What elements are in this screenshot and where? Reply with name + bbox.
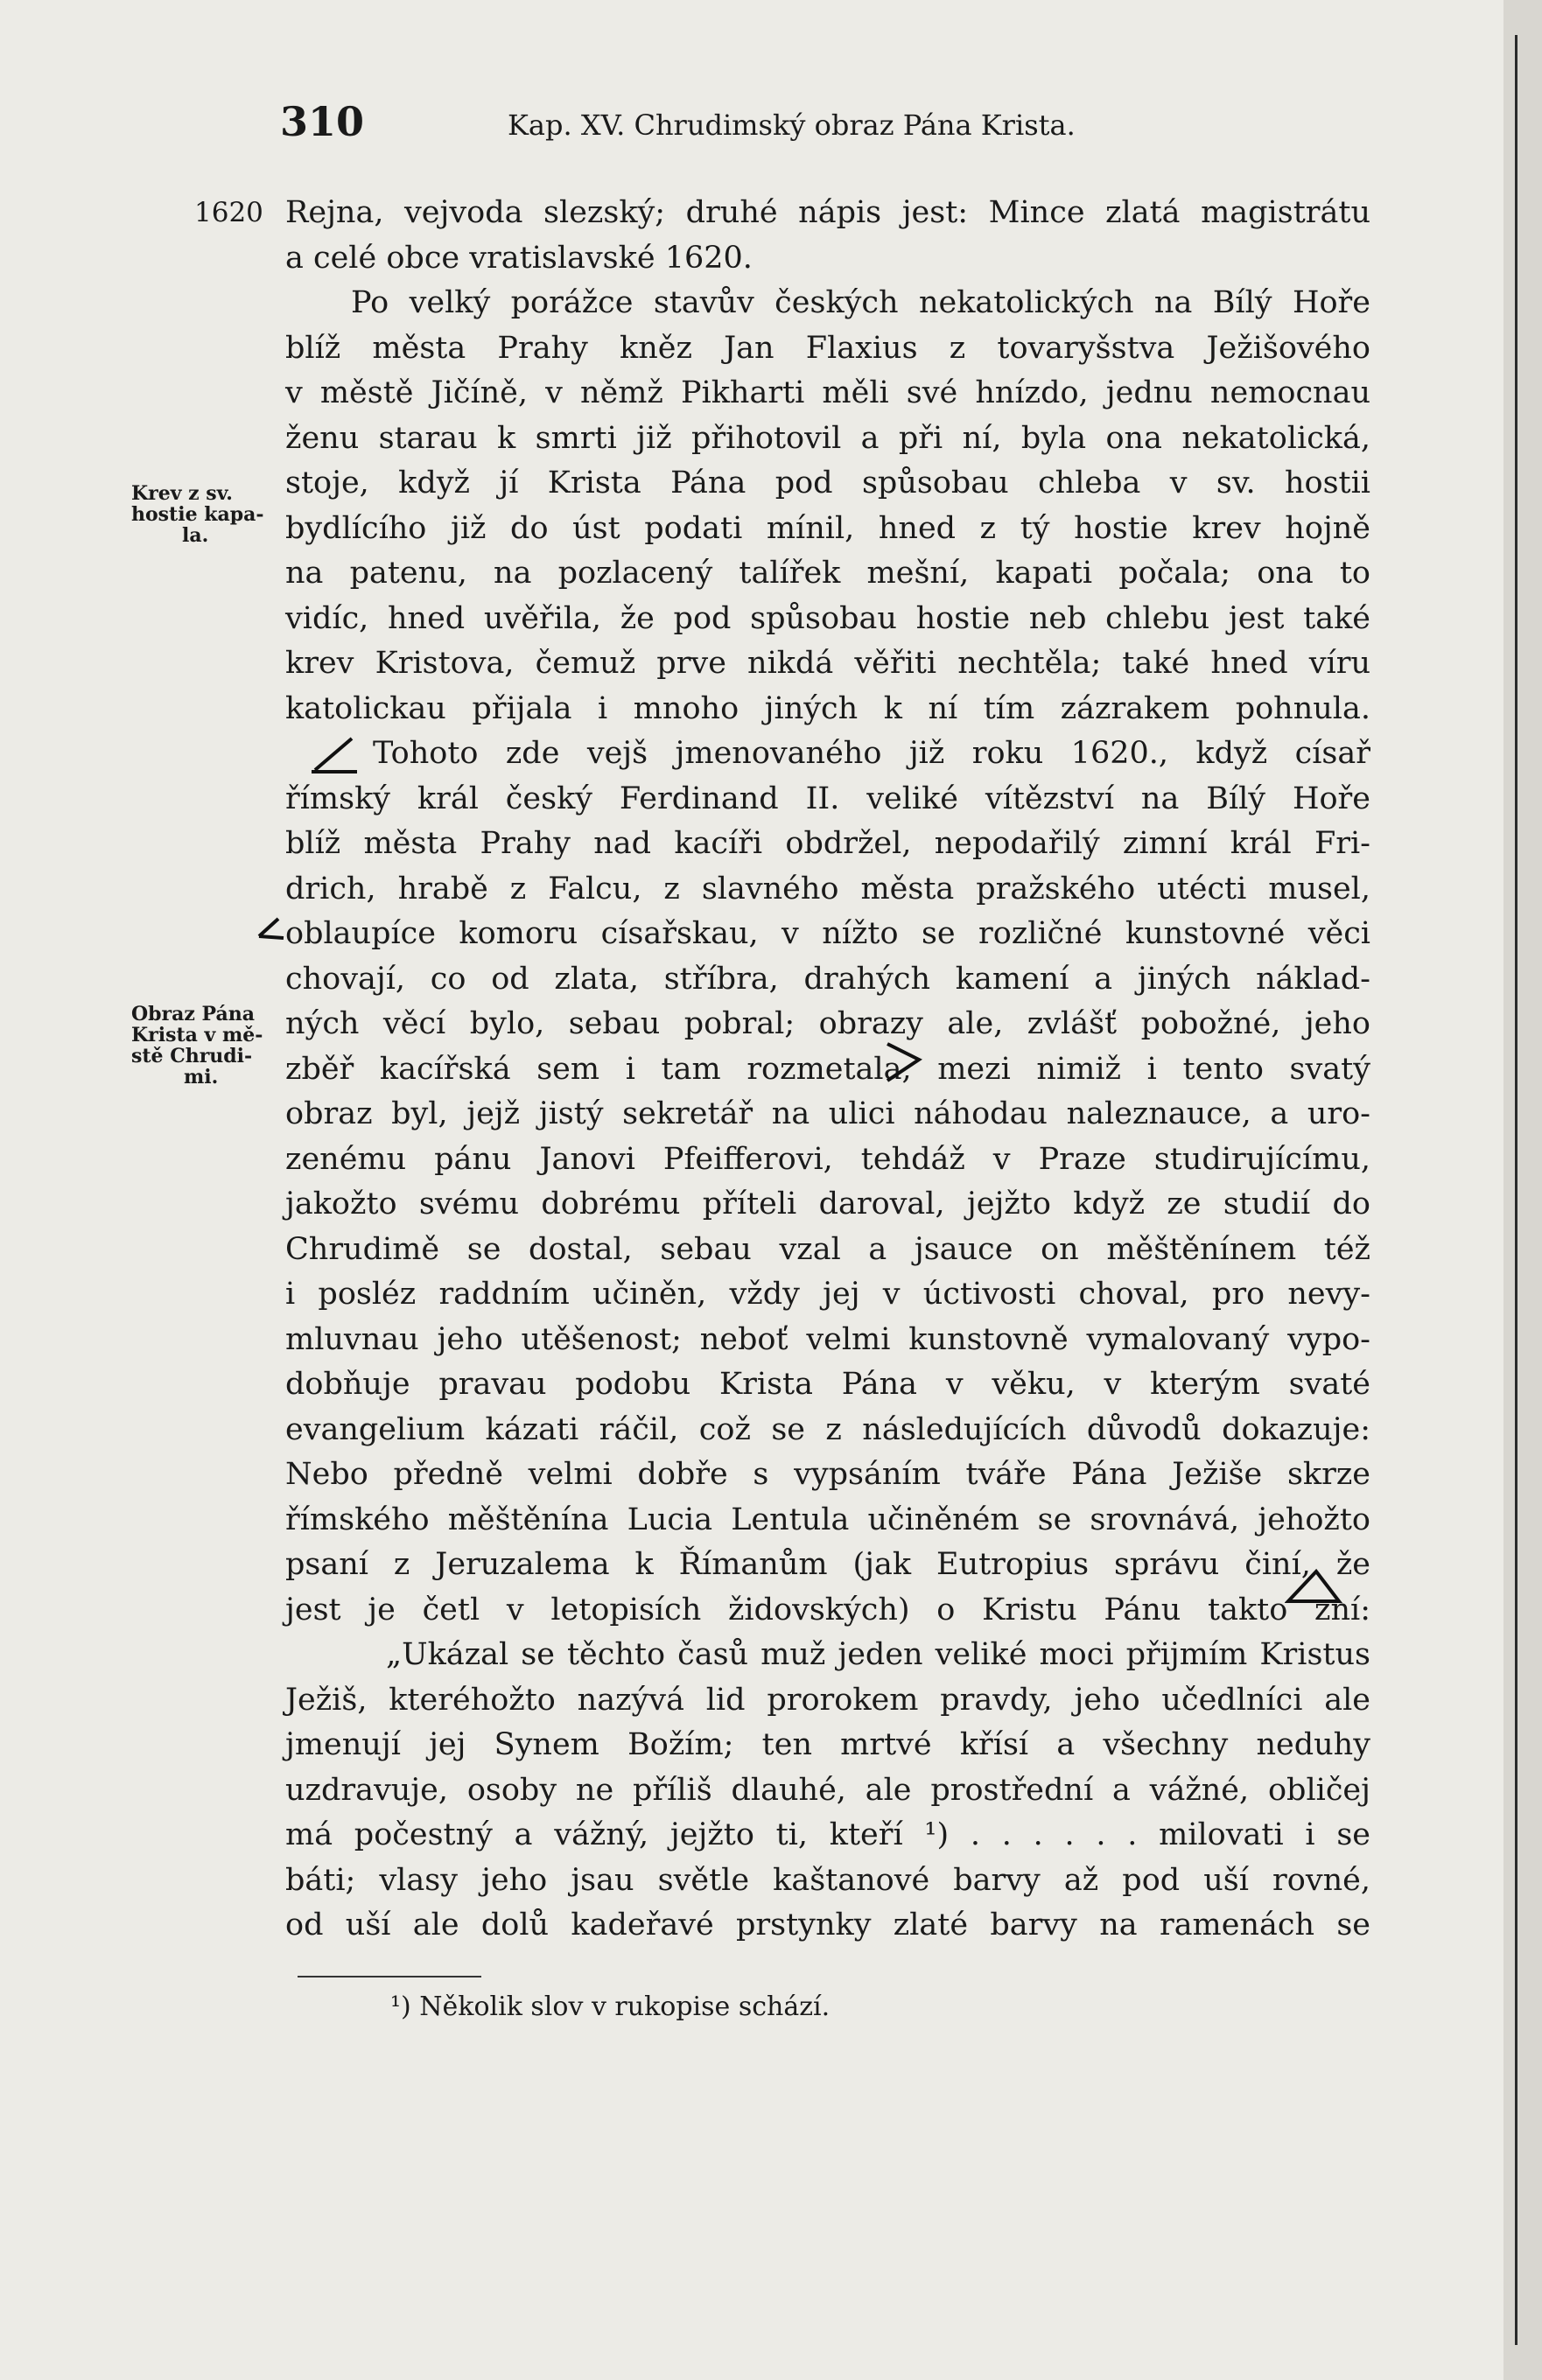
pen-mark-icon: [1285, 1566, 1346, 1608]
text-line: evangelium kázati ráčil, což se z následujících důvodů dokazuje:: [285, 1411, 1370, 1447]
text-line: Chrudimě se dostal, sebau vzal a jsauce on měštěnínem též: [285, 1231, 1370, 1267]
margin-note-line: Krev z sv.: [131, 482, 233, 505]
text-line: stoje, když jí Krista Pána pod spůsobau chleba v sv. hostii: [285, 466, 1370, 500]
text-line: zenému pánu Janovi Pfeifferovi, tehdáž v Praze studirujícímu,: [285, 1141, 1370, 1177]
margin-note-line: la.: [182, 524, 209, 547]
text-line: zběř kacířská sem i tam rozmetala, mezi nimiž i tento svatý: [285, 1051, 1370, 1087]
margin-note-line: Krista v mě-: [131, 1024, 263, 1046]
text-line: oblaupíce komoru císařskau, v nížto se rozličné kunstovné věci: [285, 916, 1370, 951]
footnote-rule: [298, 1976, 481, 1978]
margin-note-blood-host: [131, 483, 280, 546]
text-line: jest je četl v letopisích židovských) o Kristu Pánu takto zní:: [285, 1592, 1370, 1628]
text-line: jakožto svému dobrému příteli daroval, jejžto když ze studií do: [285, 1186, 1370, 1222]
margin-note-line: mi.: [184, 1066, 219, 1088]
text-line: „Ukázal se těchto časů muž jeden veliké moci přijmím Kristus: [386, 1637, 1370, 1672]
text-line: dobňuje pravau podobu Krista Pána v věku, v kterým svaté: [285, 1367, 1370, 1402]
text-line: Po velký porážce stavův českých nekatolických na Bílý Hoře: [351, 285, 1370, 320]
text-line: mluvnau jeho utěšenost; neboť velmi kunstovně vymalovaný vypo-: [285, 1321, 1370, 1357]
text-line: vidíc, hned uvěřila, že pod spůsobau hostie neb chlebu jest také: [285, 600, 1370, 636]
text-line: má počestný a vážný, jejžto ti, kteří ¹) . . . . . . milovati i se: [285, 1817, 1370, 1852]
text-line: psaní z Jeruzalema k Římanům (jak Eutropius správu činí, že: [285, 1547, 1370, 1582]
text-line: jmenují jej Synem Božím; ten mrtvé křísí a všechny neduhy: [285, 1727, 1370, 1762]
text-line: Nebo předně velmi dobře s vypsáním tváře Pána Ježiše skrze: [285, 1457, 1370, 1492]
text-line: chovají, co od zlata, stříbra, drahých kamení a jiných náklad-: [285, 961, 1370, 997]
text-line: na patenu, na pozlacený talířek mešní, kapati počala; ona to: [285, 556, 1370, 591]
margin-note-line: hostie kapa-: [131, 503, 264, 526]
page-header: [280, 98, 1418, 150]
margin-note-line: Obraz Pána: [131, 1003, 256, 1026]
footnote: ¹) Několik slov v rukopise schází.: [390, 1992, 831, 2022]
text-line: v městě Jičíně, v němž Pikharti měli své hnízdo, jednu nemocnau: [285, 375, 1370, 410]
text-line: Rejna, vejvoda slezský; druhé nápis jest: Mince zlatá magistrátu: [285, 195, 1370, 230]
text-line: krev Kristova, čemuž prve nikdá věřiti nechtěla; také hned víru: [285, 646, 1370, 681]
margin-note-image-chrudim: [131, 1004, 280, 1088]
text-line: bydlícího již do úst podati mínil, hned z tý hostie krev hojně: [285, 510, 1370, 546]
text-line: drich, hrabě z Falcu, z slavného města pražského utécti musel,: [285, 871, 1370, 906]
text-line: ných věcí bylo, sebau pobral; obrazy ale, zvlášť pobožné, jeho: [285, 1006, 1370, 1041]
text-line: Tohoto zde vejš jmenovaného již roku 1620., když císař: [373, 736, 1370, 771]
margin-note-line: stě Chrudi-: [131, 1045, 253, 1068]
text-line: římského měštěnína Lucia Lentula učiněném se srovnává, jehožto: [285, 1502, 1370, 1537]
running-title: Kap. XV. Chrudimský obraz Pána Krista.: [508, 108, 1076, 142]
page-edge-line: [1515, 35, 1517, 2345]
page-edge: [1503, 0, 1542, 2380]
text-line: Ježiš, kteréhožto nazývá lid prorokem pravdy, jeho učedlníci ale: [285, 1682, 1370, 1718]
page-number: 310: [280, 98, 365, 145]
text-line: báti; vlasy jeho jsau světle kaštanové barvy až pod uší rovné,: [285, 1862, 1370, 1898]
pen-mark-icon: [884, 1037, 936, 1089]
text-line: obraz byl, jejž jistý sekretář na ulici náhodau naleznauce, a uro-: [285, 1096, 1370, 1131]
text-line: římský král český Ferdinand II. veliké vítězství na Bílý Hoře: [285, 780, 1370, 816]
margin-year: 1620: [194, 197, 263, 228]
text-line: od uší ale dolů kadeřavé prstynky zlaté barvy na ramenách se: [285, 1908, 1370, 1942]
text-line: uzdravuje, osoby ne příliš dlauhé, ale prostřední a vážné, obličej: [285, 1772, 1370, 1808]
text-line: blíž města Prahy nad kacíři obdržel, nepodařilý zimní král Fri-: [285, 826, 1370, 861]
body-text: [285, 191, 1370, 1949]
pen-mark-icon: [308, 733, 361, 777]
text-line: katolickau přijala i mnoho jiných k ní tím zázrakem pohnula.: [285, 690, 1370, 726]
text-line: blíž města Prahy kněz Jan Flaxius z tovaryšstva Ježišového: [285, 330, 1370, 366]
text-line: i posléz raddním učiněn, vždy jej v úctivosti choval, pro nevy-: [285, 1277, 1370, 1312]
text-line: a celé obce vratislavské 1620.: [285, 240, 753, 276]
pen-mark-icon: [254, 910, 298, 945]
text-line: ženu starau k smrti již přihotovil a při ní, byla ona nekatolická,: [285, 420, 1370, 456]
